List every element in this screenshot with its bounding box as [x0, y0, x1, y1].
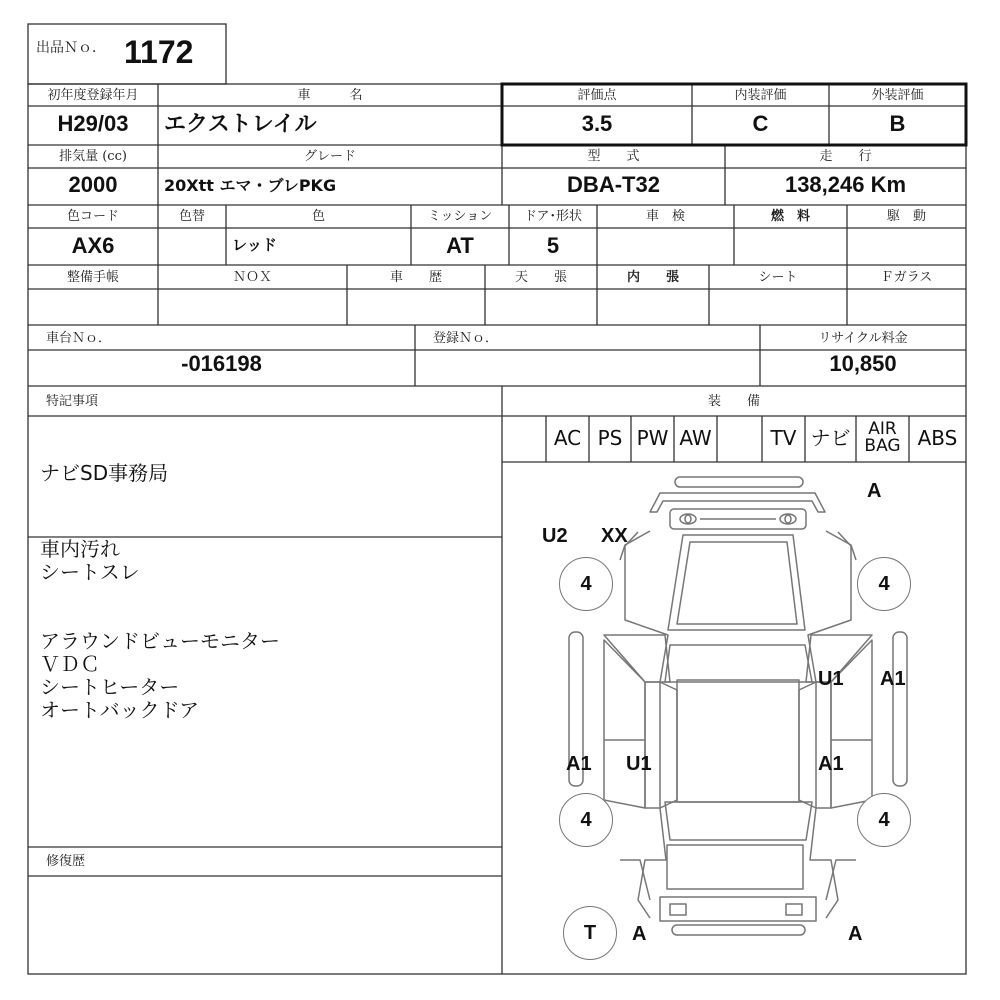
equipment-navi: ナビ: [810, 426, 851, 450]
interior-grade-label: 内装評価: [734, 88, 787, 103]
score-value: 3.5: [581, 111, 613, 136]
damage-mark: A: [848, 923, 863, 945]
equipment-pw: PW: [636, 426, 669, 450]
damage-mark: A1: [880, 668, 906, 690]
exterior-grade-value: B: [889, 111, 906, 136]
mileage-value: 138,246 Km: [784, 172, 907, 197]
repair-history-label: 修復歴: [46, 854, 86, 869]
note-line: ＶＤＣ: [40, 652, 100, 676]
grade-value: 20Xtt エマ・ブレPKG: [164, 176, 337, 195]
note-line: シートスレ: [40, 560, 140, 584]
damage-mark: U1: [818, 668, 844, 690]
tire-rear-right: 4: [857, 793, 911, 847]
damage-mark: A: [632, 923, 647, 945]
notes-label: 特記事項: [46, 394, 99, 409]
nox-label: ＮＯＸ: [232, 270, 272, 285]
damage-mark: XX: [601, 525, 628, 547]
damage-mark: A1: [818, 753, 844, 775]
inner-lining-label: 内 張: [626, 270, 679, 285]
mission-label: ミッション: [427, 209, 493, 224]
door-label: ドア･形状: [523, 209, 583, 224]
color-code-value: AX6: [71, 233, 115, 258]
color-value: レッド: [232, 236, 277, 254]
first-registration-value: H29/03: [57, 111, 129, 136]
interior-grade-value: C: [752, 111, 769, 136]
recycle-fee-value: 10,850: [829, 351, 897, 376]
equipment-abs: ABS: [917, 426, 958, 450]
note-line: 車内汚れ: [40, 537, 120, 561]
displacement-value: 2000: [68, 172, 118, 197]
score-label: 評価点: [577, 88, 617, 103]
equipment-airbag: AIR BAG: [864, 419, 901, 456]
tire-front-right: 4: [857, 557, 911, 611]
tire-rear-left: 4: [559, 793, 613, 847]
service-record-label: 整備手帳: [66, 270, 119, 285]
seat-label: シート: [758, 270, 798, 285]
registration-number-label: 登録Ｎｏ．: [433, 331, 499, 346]
equipment-aw: AW: [679, 426, 712, 450]
roof-lining-label: 天 張: [514, 270, 567, 285]
equipment-ps: PS: [597, 426, 623, 450]
exterior-grade-label: 外装評価: [871, 88, 924, 103]
damage-mark: U1: [626, 753, 652, 775]
note-line: オートバックドア: [40, 698, 199, 722]
chassis-number-value: -016198: [181, 351, 262, 376]
mileage-label: 走 行: [819, 149, 872, 164]
model-label: 型 式: [587, 149, 640, 164]
damage-mark: U2: [542, 525, 568, 547]
car-name-label: 車 名: [297, 88, 363, 103]
tire-front-left: 4: [559, 557, 613, 611]
color-label: 色: [311, 209, 325, 224]
mission-value: AT: [446, 233, 474, 258]
damage-mark: A1: [566, 753, 592, 775]
equipment-ac: AC: [553, 426, 582, 450]
vehicle-history-label: 車 歴: [389, 270, 442, 285]
note-line: シートヒーター: [40, 675, 180, 699]
first-registration-label: 初年度登録年月: [47, 88, 139, 103]
front-glass-label: Ｆガラス: [880, 270, 933, 285]
car-name-value: エクストレイル: [164, 111, 317, 136]
color-change-label: 色替: [178, 209, 205, 224]
drive-label: 駆 動: [886, 209, 926, 224]
grade-label: グレード: [303, 149, 356, 164]
damage-mark: A: [867, 480, 882, 502]
displacement-label: 排気量 (cc): [59, 149, 127, 164]
nav-note: ナビSD事務局: [40, 461, 169, 485]
equipment-label: 装 備: [707, 394, 760, 409]
note-line: アラウンドビューモニター: [40, 629, 280, 653]
model-value: DBA-T32: [567, 172, 660, 197]
lot-label: 出品Ｎｏ．: [36, 40, 106, 56]
door-value: 5: [546, 233, 560, 258]
equipment-tv: TV: [770, 426, 797, 450]
inspection-label: 車 検: [645, 209, 685, 224]
color-code-label: 色コード: [66, 209, 119, 224]
lot-number: 1172: [124, 34, 194, 70]
fuel-label: 燃 料: [770, 209, 810, 224]
recycle-fee-label: リサイクル料金: [818, 331, 908, 346]
spare-tire: T: [563, 906, 617, 960]
chassis-number-label: 車台Ｎｏ．: [46, 331, 112, 346]
